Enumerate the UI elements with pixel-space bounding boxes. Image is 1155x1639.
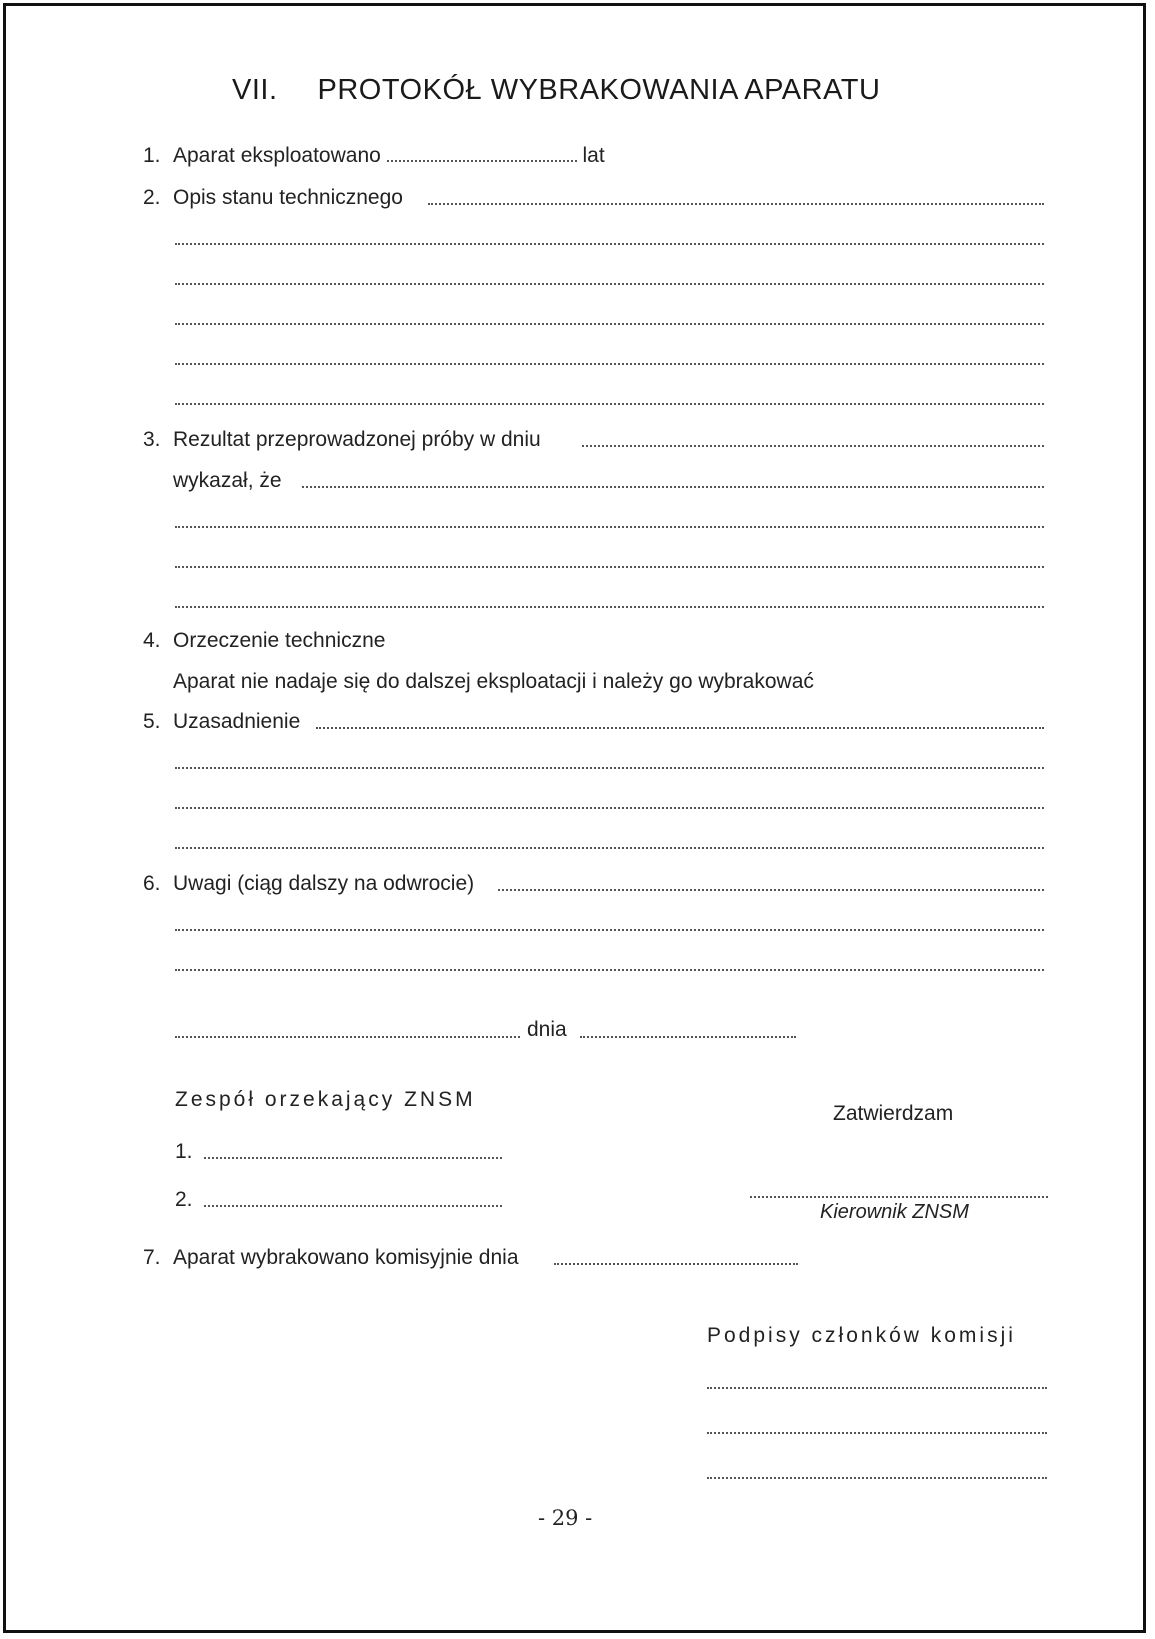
date-label: dnia <box>527 1018 567 1041</box>
justification-field[interactable] <box>316 727 1044 729</box>
commission-signature-field[interactable] <box>707 1432 1047 1434</box>
item-5: 5. Uzasadnienie <box>143 710 301 733</box>
team-member-1-field[interactable] <box>204 1157 502 1159</box>
test-result-line[interactable] <box>175 526 1044 528</box>
tech-state-line[interactable] <box>175 323 1044 325</box>
remarks-line[interactable] <box>175 929 1044 931</box>
tech-state-line[interactable] <box>175 243 1044 245</box>
team-member-1-number: 1. <box>175 1140 193 1163</box>
manager-signature-field[interactable] <box>750 1196 1048 1198</box>
tech-state-line[interactable] <box>175 403 1044 405</box>
test-result-field[interactable] <box>302 486 1044 488</box>
tech-state-line[interactable] <box>175 363 1044 365</box>
technical-verdict-text: Aparat nie nadaje się do dalszej eksploatacji i należy go wybrakować <box>173 670 814 693</box>
item-3-result-label: wykazał, że <box>173 469 282 492</box>
team-title: Zespół orzekający ZNSM <box>175 1088 476 1111</box>
justification-line[interactable] <box>175 767 1044 769</box>
justification-line[interactable] <box>175 847 1044 849</box>
section-title: PROTOKÓŁ WYBRAKOWANIA APARATU <box>317 74 881 106</box>
place-field[interactable] <box>175 1036 520 1038</box>
item-6-label: Uwagi (ciąg dalszy na odwrocie) <box>173 872 475 895</box>
team-member-2-number: 2. <box>175 1188 193 1211</box>
item-2: 2. Opis stanu technicznego <box>143 186 403 209</box>
decommission-date-field[interactable] <box>554 1263 798 1265</box>
years-unit: lat <box>582 144 605 167</box>
test-date-field[interactable] <box>582 445 1044 447</box>
tech-state-line[interactable] <box>175 283 1044 285</box>
test-result-line[interactable] <box>175 606 1044 608</box>
commission-signature-field[interactable] <box>707 1387 1047 1389</box>
item-5-label: Uzasadnienie <box>173 710 301 733</box>
date-field[interactable] <box>580 1036 796 1038</box>
team-member-2-field[interactable] <box>204 1205 502 1207</box>
signatures-title: Podpisy członków komisji <box>707 1324 1016 1347</box>
item-2-label: Opis stanu technicznego <box>173 186 403 209</box>
item-3-label: Rezultat przeprowadzonej próby w dniu <box>173 428 541 451</box>
remarks-field[interactable] <box>498 889 1044 891</box>
approve-title: Zatwierdzam <box>833 1102 954 1125</box>
commission-signature-field[interactable] <box>707 1477 1047 1479</box>
item-7: 7. Aparat wybrakowano komisyjnie dnia <box>143 1246 519 1269</box>
item-6: 6. Uwagi (ciąg dalszy na odwrocie) <box>143 872 475 895</box>
item-4-label: Orzeczenie techniczne <box>173 629 386 652</box>
item-1-label: Aparat eksploatowano <box>173 144 381 167</box>
years-field[interactable] <box>387 159 577 162</box>
item-3: 3. Rezultat przeprowadzonej próby w dniu <box>143 428 541 451</box>
tech-state-field[interactable] <box>428 203 1044 205</box>
page-title <box>232 74 880 107</box>
remarks-line[interactable] <box>175 969 1044 971</box>
justification-line[interactable] <box>175 807 1044 809</box>
item-1: 1. Aparat eksploatowano lat <box>143 144 605 167</box>
item-7-label: Aparat wybrakowano komisyjnie dnia <box>173 1246 519 1269</box>
section-number: VII. <box>232 74 278 106</box>
item-4: 4. Orzeczenie techniczne <box>143 629 386 652</box>
page-number: - 29 - <box>538 1506 593 1530</box>
manager-role: Kierownik ZNSM <box>820 1201 969 1223</box>
test-result-line[interactable] <box>175 566 1044 568</box>
